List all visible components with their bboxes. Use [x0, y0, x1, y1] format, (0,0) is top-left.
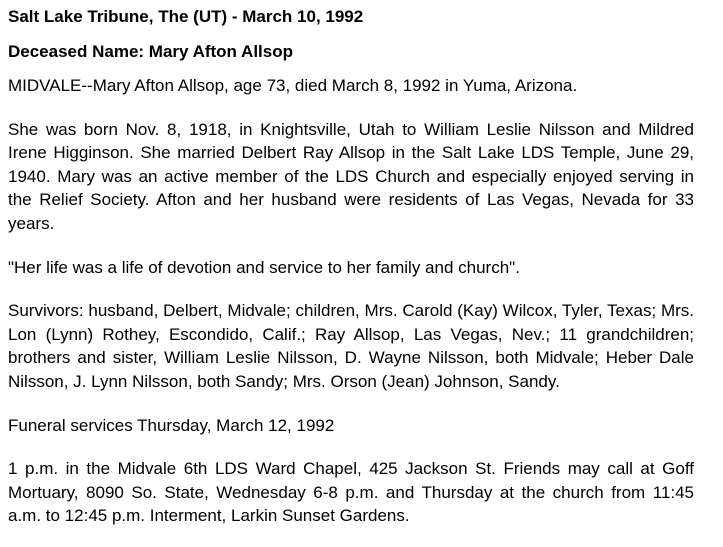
- quote-paragraph: "Her life was a life of devotion and service to her family and church".: [8, 257, 520, 277]
- source-heading: Salt Lake Tribune, The (UT) - March 10, 1992: [8, 7, 364, 26]
- funeral-date-paragraph: Funeral services Thursday, March 12, 1992: [8, 415, 335, 435]
- funeral-details-paragraph: 1 p.m. in the Midvale 6th LDS Ward Chapel, 425 Jackson St. Friends may call at Goff Mortuary, 8090 So. State, Wednesday 6-8 p.m. and Thursday at the church from 11:45 a.m. to 12:45 p.m. Interment, Larkin Sunset Gardens.: [8, 459, 694, 526]
- deceased-name-heading: Deceased Name: Mary Afton Allsop: [8, 42, 293, 61]
- survivors-paragraph: Survivors: husband, Delbert, Midvale; children, Mrs. Carold (Kay) Wilcox, Tyler, Texas; Mrs. Lon (Lynn) Rothey, Escondido, Calif.; Ray Allsop, Las Vegas, Nev.; 11 grandchildren; brothers and sister, William Leslie Nilsson, D. Wayne Nilsson, both Midvale; Heber Dale Nilsson, J. Lynn Nilsson, both Sandy; Mrs. Orson (Jean) Johnson, Sandy.: [8, 301, 694, 391]
- biography-paragraph: She was born Nov. 8, 1918, in Knightsville, Utah to William Leslie Nilsson and Mildred Irene Higginson. She married Delbert Ray Allsop in the Salt Lake LDS Temple, June 29, 1940. Mary was an active member of the LDS Church and especially enjoyed serving in the Relief Society. Afton and her husband were residents of Las Vegas, Nevada for 33 years.: [8, 119, 694, 233]
- obituary-document: [8, 0, 694, 528]
- death-notice-paragraph: MIDVALE--Mary Afton Allsop, age 73, died March 8, 1992 in Yuma, Arizona.: [8, 76, 578, 95]
